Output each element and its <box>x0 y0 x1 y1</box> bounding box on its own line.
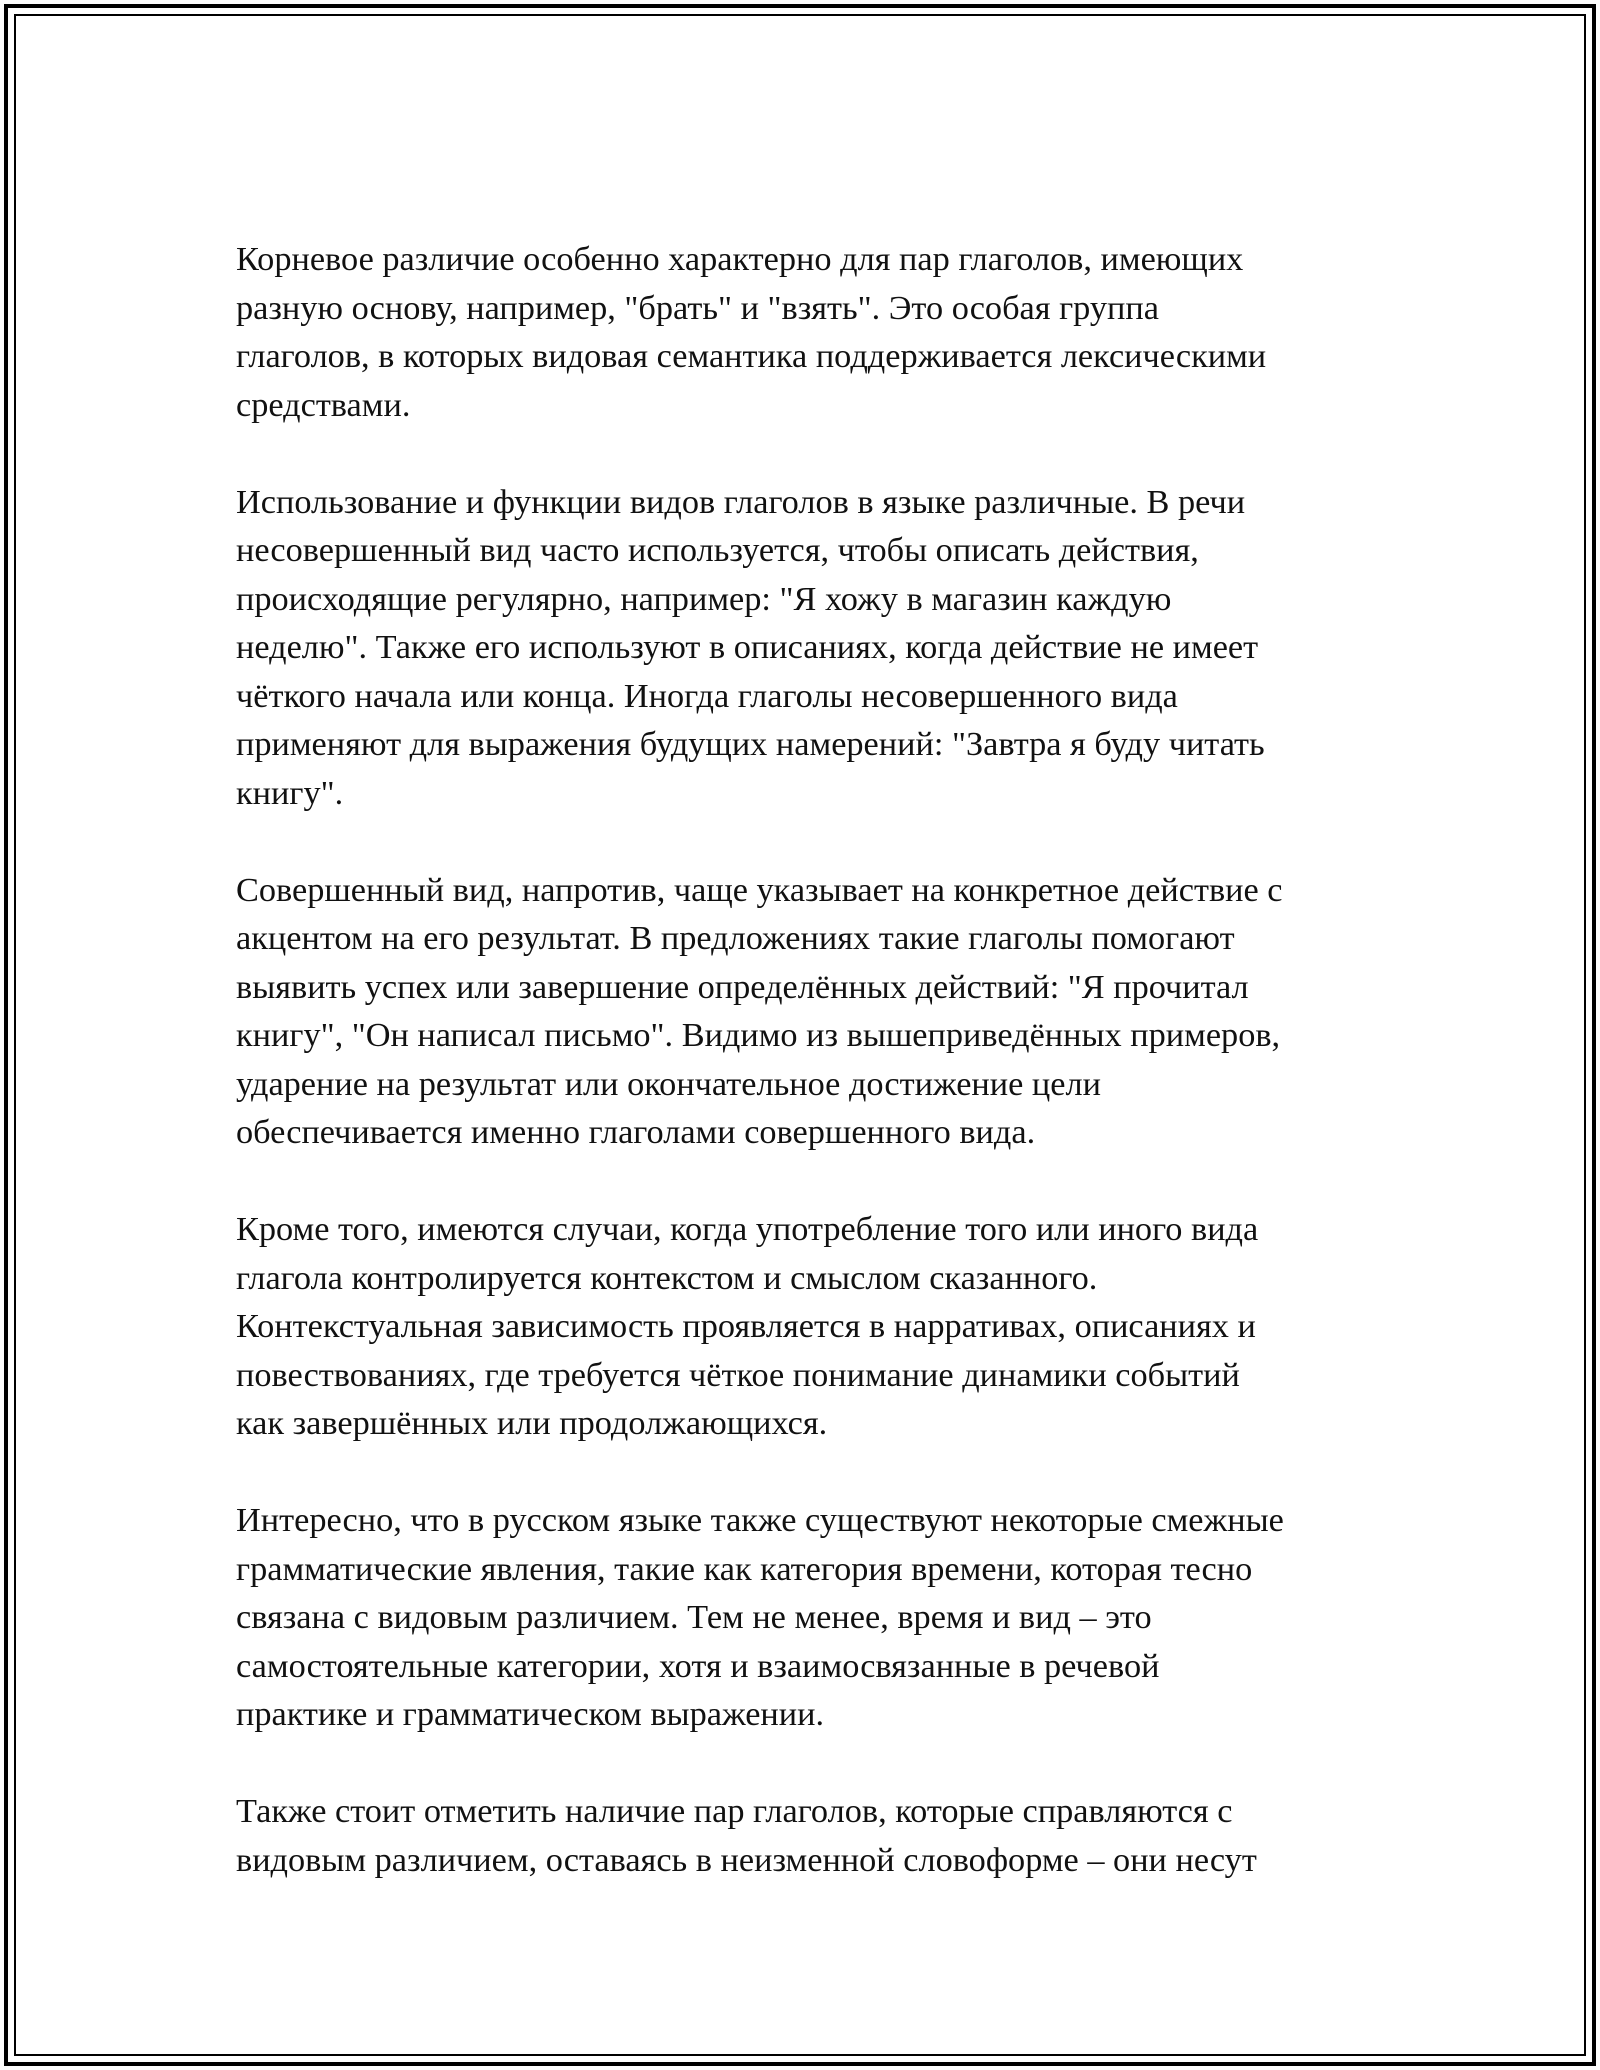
text-line: чёткого начала или конца. Иногда глаголы несовершенного вида <box>236 676 1178 715</box>
paragraph-3 <box>236 866 1386 1157</box>
text-line: Контекстуальная зависимость проявляется в нарративах, описаниях и <box>236 1307 1256 1345</box>
text-line: глагола контролируется контекстом и смыслом сказанного. <box>236 1258 1098 1297</box>
text-line: средствами. <box>236 385 411 424</box>
paragraph-6 <box>236 1787 1386 1884</box>
text-line: Также стоит отметить наличие пар глаголов, которые справляются с <box>236 1792 1233 1830</box>
text-line: применяют для выражения будущих намерений: "Завтра я буду читать <box>236 725 1265 763</box>
text-line: как завершённых или продолжающихся. <box>236 1404 828 1442</box>
text-line: Совершенный вид, напротив, чаще указывает на конкретное действие с <box>236 870 1283 909</box>
text-line: практике и грамматическом выражении. <box>236 1695 825 1733</box>
text-line: связана с видовым различием. Тем не менее, время и вид – это <box>236 1598 1152 1636</box>
text-line: происходящие регулярно, например: "Я хожу в магазин каждую <box>236 579 1172 618</box>
text-line: разную основу, например, "брать" и "взять". Это особая группа <box>236 288 1159 327</box>
document-body <box>236 235 1386 1933</box>
text-line: грамматические явления, такие как категория времени, которая тесно <box>236 1549 1253 1588</box>
paragraph-4 <box>236 1205 1386 1448</box>
text-line: видовым различием, оставаясь в неизменной словоформе – они несут <box>236 1840 1257 1879</box>
text-line: Корневое различие особенно характерно для пар глаголов, имеющих <box>236 240 1244 278</box>
paragraph-1 <box>236 235 1386 429</box>
text-line: книгу". <box>236 773 344 812</box>
text-line: неделю". Также его используют в описаниях, когда действие не имеет <box>236 628 1259 666</box>
paragraph-2 <box>236 478 1386 818</box>
text-line: Использование и функции видов глаголов в языке различные. В речи <box>236 482 1246 521</box>
paragraph-5 <box>236 1496 1386 1739</box>
text-line: книгу", "Он написал письмо". Видимо из вышеприведённых примеров, <box>236 1016 1281 1054</box>
text-line: ударение на результат или окончательное достижение цели <box>236 1064 1101 1103</box>
text-line: повествованиях, где требуется чёткое понимание динамики событий <box>236 1355 1240 1394</box>
text-line: выявить успех или завершение определённых действий: "Я прочитал <box>236 967 1249 1006</box>
text-line: акцентом на его результат. В предложениях такие глаголы помогают <box>236 919 1235 957</box>
text-line: глаголов, в которых видовая семантика поддерживается лексическими <box>236 337 1267 375</box>
text-line: обеспечивается именно глаголами совершенного вида. <box>236 1113 1036 1151</box>
text-line: самостоятельные категории, хотя и взаимосвязанные в речевой <box>236 1646 1160 1685</box>
text-line: несовершенный вид часто используется, чтобы описать действия, <box>236 531 1199 569</box>
text-line: Интересно, что в русском языке также существуют некоторые смежные <box>236 1501 1284 1539</box>
text-line: Кроме того, имеются случаи, когда употребление того или иного вида <box>236 1210 1259 1248</box>
